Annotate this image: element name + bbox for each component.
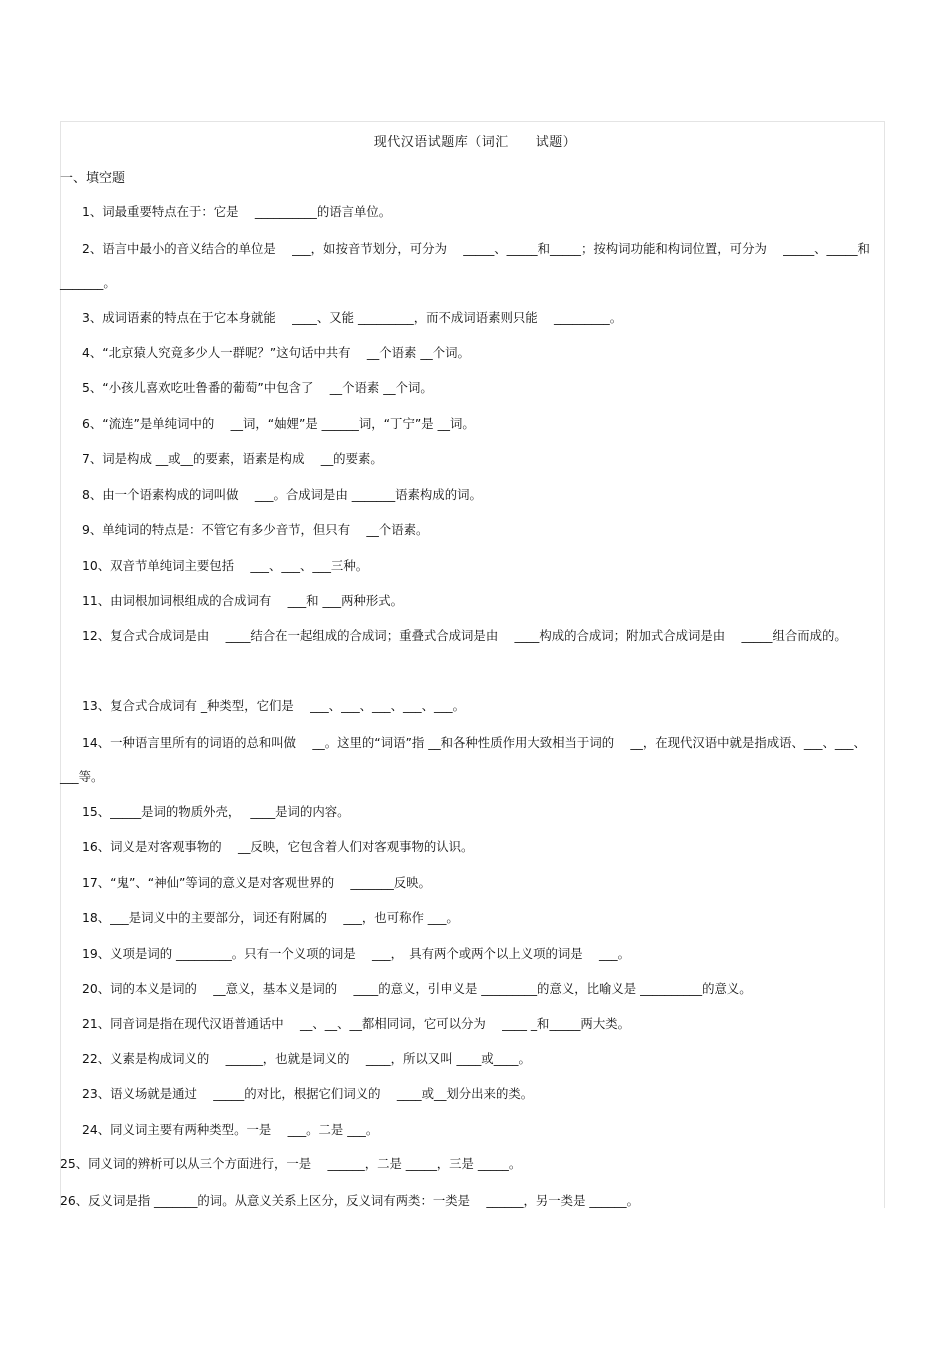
question-item: 4、“北京猿人究竟多少人一群呢？”这句话中共有 __个语素 __个词。 — [82, 345, 470, 360]
question-item: 21、同音词是指在现代汉语普通话中 __、__、__都相同词，它可以分为 ____ _和_____两大类。 — [82, 1016, 630, 1031]
question-item: 11、由词根加词根组成的合成词有 ___和 ___两种形式。 — [82, 593, 404, 608]
question-item: 7、词是构成 __或__的要素，语素是构成 __的要素。 — [82, 451, 383, 466]
question-item: 22、义素是构成词义的 ______，也就是词义的 ____，所以又叫 ____或____。 — [82, 1051, 531, 1066]
section-heading: 一、填空题 — [60, 171, 126, 186]
question-item: 10、双音节单纯词主要包括 ___、___、___三种。 — [82, 558, 369, 573]
question-item: 26、反义词是指 _______的词。从意义关系上区分，反义词有两类：一类是 ______，另一类是 ______。 — [60, 1193, 639, 1208]
question-item: 1、词最重要特点在于：它是 __________的语言单位。 — [82, 204, 392, 219]
question-item: 16、词义是对客观事物的 __反映，它包含着人们对客观事物的认识。 — [82, 839, 474, 854]
question-item: 6、“流连”是单纯词中的 __词，“妯娌”是 ______词，“丁宁”是 __词。 — [82, 416, 475, 431]
question-item: 15、_____是词的物质外壳， ____是词的内容。 — [82, 804, 350, 819]
question-item: 23、语义场就是通过 _____的对比，根据它们词义的 ____或__划分出来的类。 — [82, 1086, 534, 1101]
question-item: 14、一种语言里所有的词语的总和叫做 __。这里的“词语”指 __和各种性质作用大致相当于词的 __，在现代汉语中就是指成语、___、___、___等。 — [60, 735, 866, 784]
question-item: 19、义项是词的 _________。只有一个义项的词是 ___， 具有两个或两个以上义项的词是 ___。 — [82, 946, 630, 961]
question-item: 13、复合式合成词有 _种类型，它们是 ___、___、___、___、___。 — [82, 698, 465, 713]
question-item: 2、语言中最小的音义结合的单位是 ___，如按音节划分，可分为 _____、_____和_____；按构词功能和构词位置，可分为 _____、_____和_______。 — [60, 241, 870, 290]
document-title: 现代汉语试题库（词汇 试题） — [373, 135, 577, 150]
question-item: 9、单纯词的特点是：不管它有多少音节，但只有 __个语素。 — [82, 522, 429, 537]
question-item: 3、成词语素的特点在于它本身就能 ____、又能 _________，而不成词语素则只能 _________。 — [82, 310, 623, 325]
question-item: 25、同义词的辨析可以从三个方面进行，一是 ______，二是 _____，三是 _____。 — [60, 1156, 522, 1171]
question-item: 8、由一个语素构成的词叫做 ___。合成词是由 _______语素构成的词。 — [82, 487, 482, 502]
question-item: 20、词的本义是词的 __意义，基本义是词的 ____的意义，引申义是 _________的意义，比喻义是 __________的意义。 — [82, 981, 752, 996]
question-item: 24、同义词主要有两种类型。一是 ___。二是 ___。 — [82, 1122, 379, 1137]
question-item: 18、___是词义中的主要部分，词还有附属的 ___，也可称作 ___。 — [82, 910, 459, 925]
question-item: 5、“小孩儿喜欢吃吐鲁番的葡萄”中包含了 __个语素 __个词。 — [82, 380, 433, 395]
question-item: 17、“鬼”、“神仙”等词的意义是对客观世界的 _______反映。 — [82, 875, 431, 890]
question-item: 12、复合式合成词是由 ____结合在一起组成的合成词；重叠式合成词是由 ____构成的合成词；附加式合成词是由 _____组合而成的。 — [82, 628, 847, 643]
